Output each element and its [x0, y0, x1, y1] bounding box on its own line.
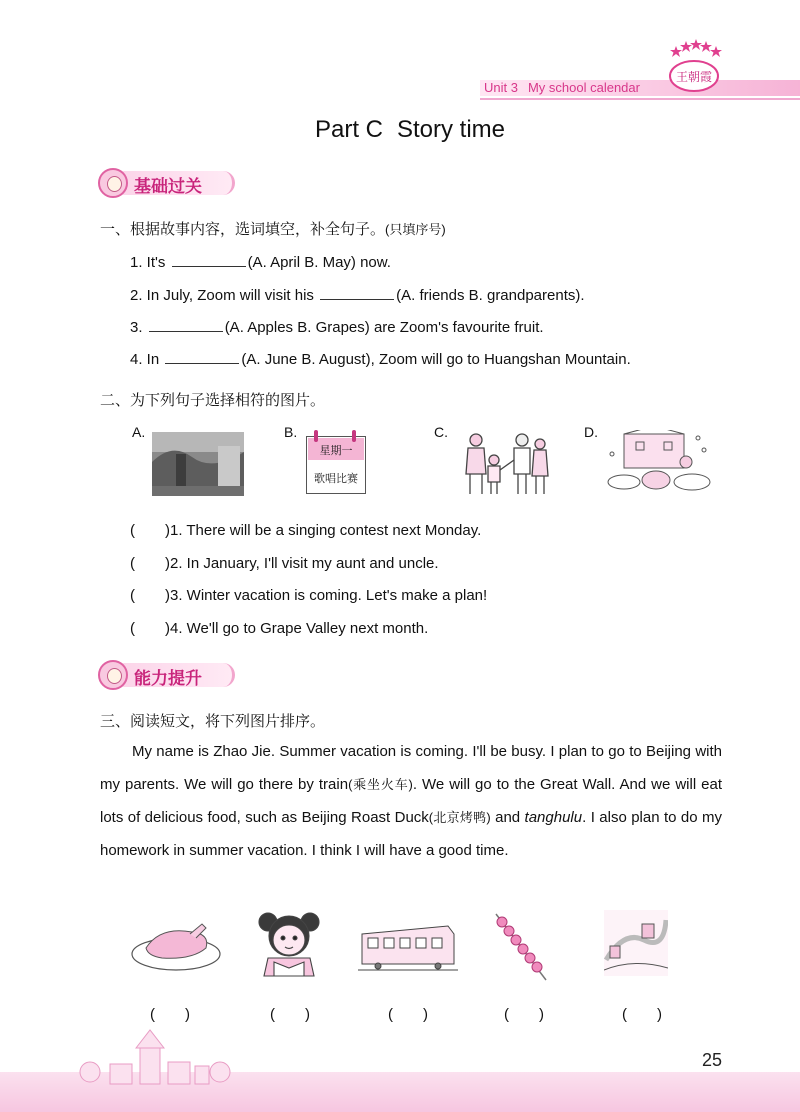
q1-item-1: 1. It's (A. April B. May) now. [130, 254, 391, 271]
page-title [0, 116, 800, 144]
part-name: Story time [396, 116, 506, 143]
kid-avatar-icon [98, 660, 128, 690]
calendar-event: 歌唱比赛 [314, 472, 358, 485]
section-banner-advanced [98, 660, 238, 690]
reading-passage: My name is Zhao Jie. Summer vacation is coming. I'll be busy. I plan to go to Beijing with my parents. We will go there by train(乘坐火车). We will go to the Great Wall. And we will eat lots of delicious food, such as Beijing Roast Duck(北京烤鸭) and tanghulu. I also plan to do my homework in summer vacation. I think I will have a good time. [100, 743, 722, 859]
order-blank-1[interactable]: ( ) [150, 1006, 190, 1023]
header-rule [480, 98, 800, 100]
q2-sentence-3: ( )3. Winter vacation is coming. Let's make a plan! [130, 587, 488, 604]
unit-title: My school calendar [527, 80, 640, 95]
q1-item-3: 3. (A. Apples B. Grapes) are Zoom's favourite fruit. [130, 319, 544, 336]
q2-sentence-4: ( )4. We'll go to Grape Valley next month. [130, 620, 429, 637]
train-icon [358, 914, 458, 974]
family-visit-icon [458, 430, 550, 498]
section-title-advanced: 能力提升 [134, 669, 202, 688]
pic-label-b: B. [284, 424, 298, 440]
q1-instruction: 一、根据故事内容，选词填空，补全句子。(只填序号) [100, 221, 446, 238]
pic-label-c: C. [434, 424, 448, 440]
winter-snow-icon [604, 430, 714, 496]
brand-badge-icon [664, 36, 724, 96]
grape-valley-photo [152, 432, 244, 496]
order-blank-4[interactable]: ( ) [504, 1006, 544, 1023]
girl-reading-icon [254, 910, 324, 978]
order-blank-2[interactable]: ( ) [270, 1006, 310, 1023]
great-wall-icon [604, 910, 668, 976]
q2-instruction: 二、为下列句子选择相符的图片。 [100, 392, 326, 409]
tanghulu-icon [490, 910, 550, 982]
castle-decoration-icon [70, 1026, 250, 1086]
roast-duck-icon [130, 918, 222, 974]
q3-instruction: 三、阅读短文，将下列图片排序。 [100, 713, 326, 730]
answer-blank[interactable] [165, 349, 239, 364]
q2-sentence-2: ( )2. In January, I'll visit my aunt and uncle. [130, 555, 439, 572]
pic-label-d: D. [584, 424, 598, 440]
q1-item-2: 2. In July, Zoom will visit his (A. friends B. grandparents). [130, 287, 585, 304]
part-label: Part C [314, 116, 383, 143]
order-blank-3[interactable]: ( ) [388, 1006, 428, 1023]
answer-blank[interactable] [172, 252, 246, 267]
section-title-basic: 基础过关 [134, 177, 202, 196]
unit-label [484, 80, 640, 95]
calendar-icon [306, 430, 366, 494]
answer-blank[interactable] [320, 285, 394, 300]
unit-number: Unit 3 [484, 80, 518, 95]
page-number: 25 [702, 1050, 723, 1070]
pic-label-a: A. [132, 424, 146, 440]
calendar-day: 星期一 [319, 444, 353, 457]
q2-sentence-1: ( )1. There will be a singing contest next Monday. [130, 522, 482, 539]
answer-blank[interactable] [149, 317, 223, 332]
section-banner-basic [98, 168, 238, 198]
badge-text: 王朝霞 [675, 70, 713, 84]
q1-item-4: 4. In (A. June B. August), Zoom will go to Huangshan Mountain. [130, 351, 631, 368]
order-blank-5[interactable]: ( ) [622, 1006, 662, 1023]
kid-avatar-icon [98, 168, 128, 198]
